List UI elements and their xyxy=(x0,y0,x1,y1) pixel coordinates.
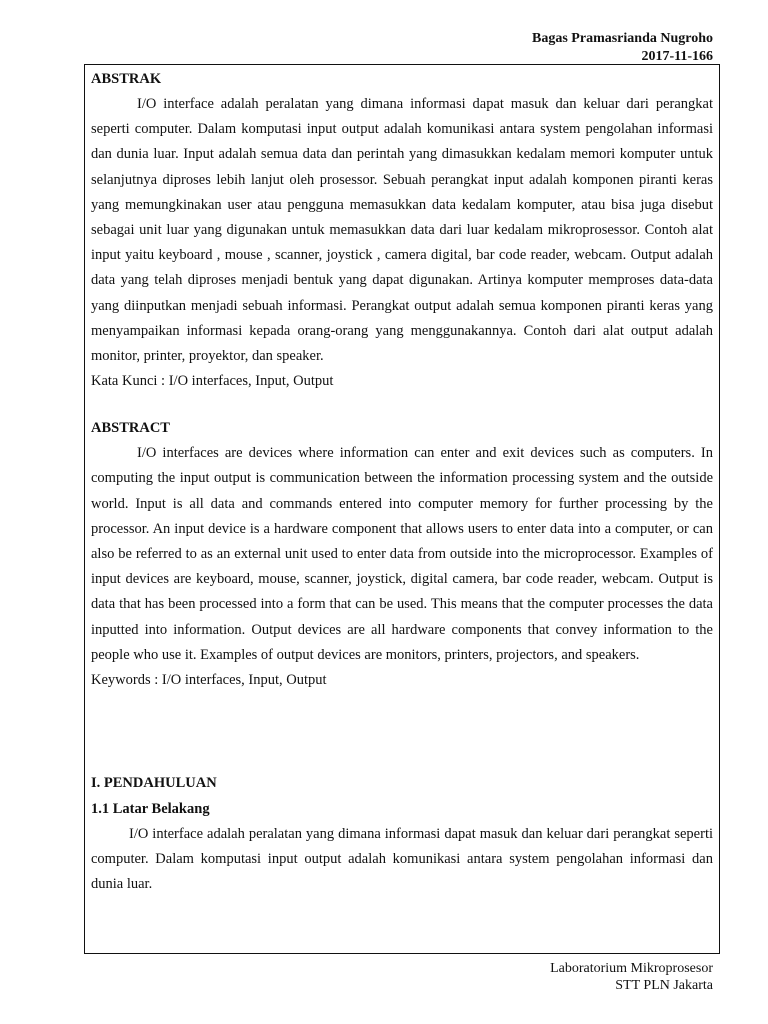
pendahuluan-section xyxy=(91,773,713,898)
author-name: Bagas Pramasrianda Nugroho xyxy=(532,31,713,46)
abstract-heading: ABSTRACT xyxy=(91,420,170,437)
page-header xyxy=(532,30,713,66)
abstract-section xyxy=(91,418,713,693)
abstract-keywords: Keywords : I/O interfaces, Input, Output xyxy=(91,672,327,689)
abstrak-keywords: Kata Kunci : I/O interfaces, Input, Output xyxy=(91,373,334,390)
footer-institution: STT PLN Jakarta xyxy=(615,978,713,993)
section-heading: I. PENDAHULUAN xyxy=(91,775,217,792)
section-body: I/O interface adalah peralatan yang dimana informasi dapat masuk dan keluar dari perangkat seperti computer. Dalam komputasi input output adalah komunikasi antara system pengolahan informasi dan dunia luar. xyxy=(91,826,713,893)
student-id: 2017-11-166 xyxy=(641,49,713,64)
content-frame xyxy=(84,64,720,954)
abstrak-section xyxy=(91,69,713,394)
page-footer xyxy=(550,960,713,994)
footer-lab: Laboratorium Mikroprosesor xyxy=(550,961,713,976)
abstrak-body: I/O interface adalah peralatan yang dimana informasi dapat masuk dan keluar dari perangkat seperti computer. Dalam komputasi input output adalah komunikasi antara system pengolahan informasi dan dunia luar. Input adalah semua data dan perintah yang dimasukkan kedalam memori komputer untuk selanjutnya diproses lebih lanjut oleh prosessor. Sebuah perangkat input adalah komponen piranti keras yang memungkinakan user atau pengguna memasukkan data kedalam komputer, atau bisa juga disebut sebagai unit luar yang digunakan untuk memasukkan data dari luar kedalam mikroprosessor. Contoh alat input yaitu keyboard , mouse , scanner, joystick , camera digital, bar code reader, webcam. Output adalah data yang telah diproses menjadi bentuk yang dapat digunakan. Artinya komputer memproses data-data yang diinputkan menjadi sebuah informasi. Perangkat output adalah semua komponen piranti keras yang menyampaikan informasi kepada orang-orang yang menggunakannya. Contoh dari alat output adalah monitor, printer, proyektor, dan speaker. xyxy=(91,96,713,365)
subsection-heading: 1.1 Latar Belakang xyxy=(91,801,210,818)
abstrak-heading: ABSTRAK xyxy=(91,71,162,87)
abstract-body: I/O interfaces are devices where information can enter and exit devices such as computers. In computing the input output is communication between the information processing system and the outside world. Input is all data and commands entered into computer memory for further processing by the processor. An input device is a hardware component that allows users to enter data into a computer, or can also be referred to as an external unit used to enter data from outside into the microprocessor. Examples of input devices are keyboard, mouse, scanner, joystick, digital camera, bar code reader, webcam. Output is data that has been processed into a form that can be used. This means that the computer processes the data inputted into information. Output devices are all hardware components that convey information to the people who use it. Examples of output devices are monitors, printers, projectors, and speakers. xyxy=(91,445,713,663)
